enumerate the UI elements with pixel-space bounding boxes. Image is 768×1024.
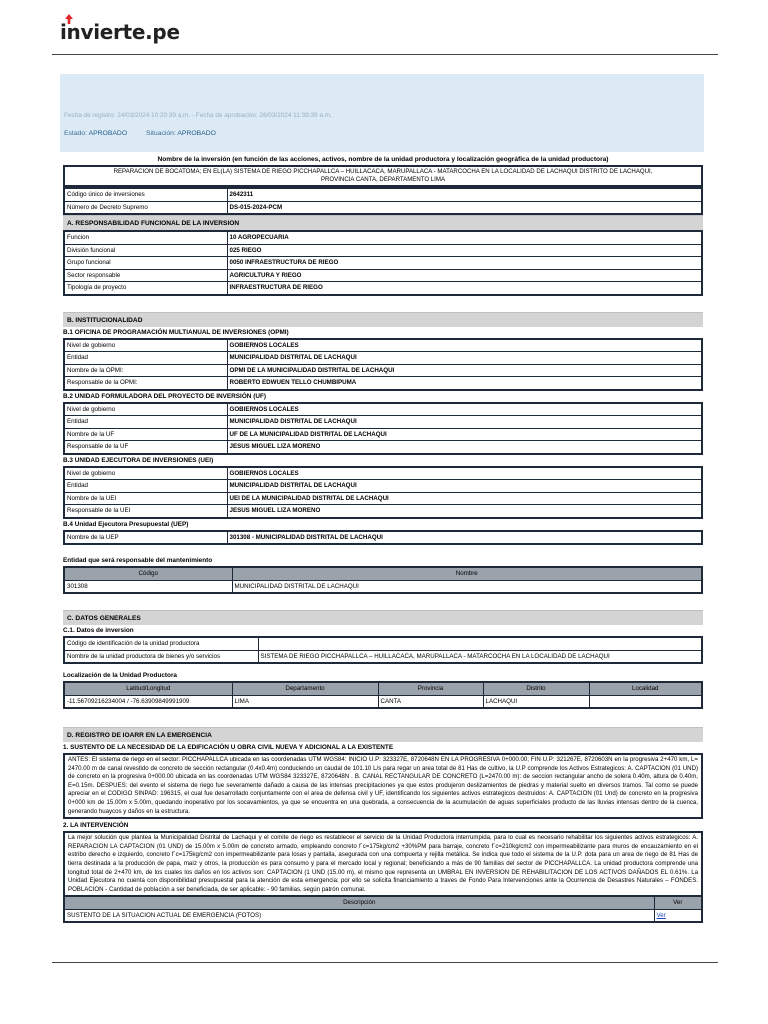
row-value: ROBERTO EDWUEN TELLO CHUMBIPUMA <box>227 377 702 390</box>
column-header: Código <box>64 567 232 580</box>
row-label: Código único de inversiones <box>64 188 227 201</box>
table-header-row <box>64 896 702 909</box>
row-label: Código de identificación de la unidad productora <box>64 637 258 650</box>
section-a-table <box>63 230 703 296</box>
status-line <box>64 130 216 137</box>
row-label: Funcion <box>64 231 227 244</box>
column-header: Localidad <box>589 682 702 695</box>
table-row <box>64 244 702 257</box>
row-label: Nombre de la OPMI: <box>64 364 227 377</box>
table-row <box>64 909 702 922</box>
column-header: Ver <box>654 896 702 909</box>
estado-label: Estado: <box>64 130 88 137</box>
column-header: Nombre <box>232 567 702 580</box>
b4-title: B.4 Unidad Ejecutora Presupuestal (UEP) <box>63 520 189 528</box>
row-value: 025 RIEGO <box>227 244 702 257</box>
row-value: 2642311 <box>227 188 702 201</box>
row-label: Responsable de la UF <box>64 441 227 454</box>
row-value: 0050 INFRAESTRUCTURA DE RIEGO <box>227 257 702 270</box>
district-value: LACHAQUI <box>483 695 589 708</box>
b2-title: B.2 UNIDAD FORMULADORA DEL PROYECTO DE INVERSIÓN (UF) <box>63 392 266 400</box>
row-value: UF DE LA MUNICIPALIDAD DISTRITAL DE LACHAQUI <box>227 428 702 441</box>
table-row <box>64 416 702 429</box>
document-description: SUSTENTO DE LA SITUACION ACTUAL DE EMERGENCIA (FOTOS) <box>64 909 654 922</box>
row-value: OPMI DE LA MUNICIPALIDAD DISTRITAL DE LACHAQUI <box>227 364 702 377</box>
maintenance-name: MUNICIPALIDAD DISTRITAL DE LACHAQUI <box>232 580 702 593</box>
row-value: SISTEMA DE RIEGO PICCHAPALLCA – HUILLACACA, MARUPALLACA - MATARCOCHA EN LA LOCALIDAD DE LACHAQUI <box>258 650 702 663</box>
row-value: UEI DE LA MUNICIPALIDAD DISTRITAL DE LACHAQUI <box>227 492 702 505</box>
opmi-table <box>63 338 703 391</box>
uep-table <box>63 530 703 546</box>
column-header: Distrito <box>483 682 589 695</box>
row-value: 301308 - MUNICIPALIDAD DISTRITAL DE LACHAQUI <box>227 531 702 545</box>
estado-value: APROBADO <box>88 130 128 137</box>
table-row <box>64 637 702 650</box>
section-b-title: B. INSTITUCIONALIDAD <box>63 312 703 327</box>
row-label: Grupo funcional <box>64 257 227 270</box>
c1-table <box>63 636 703 664</box>
table-row <box>64 695 702 708</box>
top-divider <box>52 54 718 55</box>
document-body <box>63 154 703 923</box>
table-row <box>64 282 702 295</box>
table-row <box>64 531 702 545</box>
b1-title: B.1 OFICINA DE PROGRAMACIÓN MULTIANUAL DE INVERSIONES (OPMI) <box>63 328 289 336</box>
row-label: Nivel de gobierno <box>64 403 227 416</box>
table-row <box>64 650 702 663</box>
maintenance-title: Entidad que será responsable del mantenimiento <box>63 557 213 564</box>
row-label: Nombre de la UEI <box>64 492 227 505</box>
row-value: AGRICULTURA Y RIEGO <box>227 269 702 282</box>
row-label: Nombre de la UEP <box>64 531 227 545</box>
row-label: Número de Decreto Supremo <box>64 201 227 214</box>
b3-title: B.3 UNIDAD EJECUTORA DE INVERSIONES (UEI) <box>63 456 214 464</box>
situacion-label: Situación: <box>146 130 176 137</box>
bottom-divider <box>52 962 718 963</box>
column-header: Departamento <box>232 682 378 695</box>
latlon-value: -11.56709216234004 / -76.63909849991909 <box>64 695 232 708</box>
row-value: JESUS MIGUEL LIZA MORENO <box>227 505 702 518</box>
c1-title: C.1. Datos de inversion <box>63 627 134 634</box>
row-label: Entidad <box>64 352 227 365</box>
row-value: JESUS MIGUEL LIZA MORENO <box>227 441 702 454</box>
location-table <box>63 681 703 709</box>
table-row <box>64 231 702 244</box>
row-label: Entidad <box>64 416 227 429</box>
d2-title: 2. LA INTERVENCIÓN <box>63 822 129 830</box>
section-c-title: C. DATOS GENERALES <box>63 610 703 625</box>
row-value: MUNICIPALIDAD DISTRITAL DE LACHAQUI <box>227 352 702 365</box>
documents-table <box>63 895 703 923</box>
table-row <box>64 428 702 441</box>
row-value: MUNICIPALIDAD DISTRITAL DE LACHAQUI <box>227 416 702 429</box>
row-label: Sector responsable <box>64 269 227 282</box>
table-row <box>64 269 702 282</box>
investment-table <box>63 187 703 215</box>
row-value <box>258 637 702 650</box>
row-value: GOBIERNOS LOCALES <box>227 403 702 416</box>
table-row <box>64 188 702 201</box>
investment-name: REPARACION DE BOCATOMA; EN EL(LA) SISTEMA DE RIEGO PICCHAPALLCA – HUILLACACA, MARUPALLACA - MATARCOCHA EN LA LOCALIDAD DE LACHAQUI DISTRITO DE LACHAQUI, PROVINCIA CANTA, DEPARTAMENTO LIMA <box>63 165 703 187</box>
uf-table <box>63 402 703 455</box>
locality-value <box>589 695 702 708</box>
registration-dates: Fecha de registro: 24/03/2024 10:20:39 a.m. - Fecha de aprobación: 26/03/2024 11:39:39 a.m. <box>64 112 332 119</box>
section-a-title: A. RESPONSABILIDAD FUNCIONAL DE LA INVERSION <box>63 215 703 230</box>
status-header <box>60 74 704 152</box>
table-row <box>64 467 702 480</box>
table-row <box>64 492 702 505</box>
d1-title: 1. SUSTENTO DE LA NECESIDAD DE LA EDIFICACIÓN U OBRA CIVIL NUEVA Y ADICIONAL A LA EXISTENTE <box>63 744 394 751</box>
row-label: Responsable de la UEI <box>64 505 227 518</box>
column-header: Provincia <box>378 682 483 695</box>
row-label: Nivel de gobierno <box>64 339 227 352</box>
province-value: CANTA <box>378 695 483 708</box>
row-label: Nombre de la UF <box>64 428 227 441</box>
table-header-row <box>64 682 702 695</box>
maintenance-table <box>63 566 703 594</box>
row-value: GOBIERNOS LOCALES <box>227 467 702 480</box>
row-value: INFRAESTRUCTURA DE RIEGO <box>227 282 702 295</box>
maintenance-code: 301308 <box>64 580 232 593</box>
row-value: GOBIERNOS LOCALES <box>227 339 702 352</box>
uei-table <box>63 466 703 519</box>
investment-name-label: Nombre de la inversión (en función de las acciones, activos, nombre de la unidad productora y localización geográfica de la unidad productora) <box>157 156 609 163</box>
row-value: DS-015-2024-PCM <box>227 201 702 214</box>
d1-text: ANTES: El sistema de riego en el sector: PICCHAPALLCA ubicada en las coordenadas UTM WGS84: INICIO U.P: 323327E, 8720648N EN LA PROGRESIVA 0+000.00; FIN U.P: 321267E, 8720603N en la progresiva 2+470 km, L= 2470.00 m de canal revestido de concreto de sección rectangular (0.4x0.4m) conduciendo un caudal de 101.10 L/s para regar un area total de 81 Has de cultivo, la U.P comprende los Activos Estrategicos: A. CAPTACION (01 UND) de concreto en la progresiva 0+000.00 ubicada en las coordenadas UTM WGS84 323327E, 8720648N . B. CANAL RECTANGULAR DE CONCRETO (L=2470.00 m): de seccion rectangular ancho de solera 0.40m, altura de 0.40m, E=0.15m. DESPUES: del evento el sistema de riego fue severamente dañado a causa de las intensas precipitaciones ya que estos produjeron deslizamientos de piedras y material suelto en diversos tramos. Tal como se puede apreciar en el CODIGO SINPAD: 196315, el cual fue desarrollado conjuntamente con el area de defensa civil y UF, identificando los siguientes activos estrategicos destruidos: A. CAPTACION (01 Und) de concreto en la progresiva 0+000 km de 15.00m x 5.00m, quedando inoperativo por los socavamientos, ya que se encuentra en una quebrada, a consecuencia de la acumulación de aguas superficiales producto de las lluvias intensas dentro de la cuenca, generando huaycos y daños en la estructura. <box>63 753 703 819</box>
table-row <box>64 505 702 518</box>
column-header: Latitud/Longitud <box>64 682 232 695</box>
table-row <box>64 352 702 365</box>
logo-text: invierte.pe <box>60 20 180 44</box>
table-row <box>64 580 702 593</box>
location-title: Localización de la Unidad Productora <box>63 672 177 679</box>
row-label: Responsable de la OPMI: <box>64 377 227 390</box>
section-d-title: D. REGISTRO DE IOARR EN LA EMERGENCIA <box>63 727 703 742</box>
department-value: LIMA <box>232 695 378 708</box>
table-header-row <box>64 567 702 580</box>
column-header: Descripción <box>64 896 654 909</box>
table-row <box>64 257 702 270</box>
view-document-link[interactable]: Ver <box>656 911 666 919</box>
row-label: Entidad <box>64 480 227 493</box>
table-row <box>64 377 702 390</box>
row-value: 10 AGROPECUARIA <box>227 231 702 244</box>
situacion-value: APROBADO <box>177 130 216 137</box>
row-label: División funcional <box>64 244 227 257</box>
row-label: Nombre de la unidad productora de bienes y/o servicios <box>64 650 258 663</box>
table-row <box>64 201 702 214</box>
table-row <box>64 441 702 454</box>
table-row <box>64 480 702 493</box>
row-label: Nivel de gobierno <box>64 467 227 480</box>
table-row <box>64 364 702 377</box>
table-row <box>64 403 702 416</box>
row-label: Tipología de proyecto <box>64 282 227 295</box>
d2-text: La mejor solución que plantea la Municipalidad Distrital de Lachaqui y el comite de riego es restablecer el servicio de la Unidad Productora interrumpida, para lo cual es necesario rehabilitar los siguientes activos estrategicos: A. REPARACION LA CAPTACION (01 UND) de 15.00m x 5.00m de concreto armado, empleando concreto f´c=175kg/cm2 +30%PM para barraje, concreto f´c=210kg/cm2 con impermeabilizante para muros de encauzamiento en el estribo derecho e izquierdo, concreto f´c=175kg/cm2 con impermeabilizante para losas y pantalla, asegurada con una compuerta y rejilla metálica. Se indica que todo el sistema de la U.P. dota para un area de riego de 81 Has de tierra destinada a la producción de papa, maíz y otros, la producción es para consumo y para el mercado local y regional; beneficiando a más de 90 familias del sector de PICCHAPALLCA. La unidad productora comprende una longitud total de 2+470 km, de los cuales los daños en los activos son: CAPTACION (1 UND (15.00 m), el mismo que representa un UMBRAL EN INVERSION DE REHABILITACION DE LOS ACTIVOS DAÑADOS EL 0.61%. La Unidad Ejecutora no cuenta con disponibilidad presupuestal para la atención de esta emergencia; por ello se solicita financiamiento a traves de Fondo Para Intervenciones ante la Ocurrencia de Desastres Naturales – FONDES. POBLACION - Cantidad de población a ser beneficiada, de ser aplicable: - 90 familias, según patrón comunal. <box>63 831 703 895</box>
row-value: MUNICIPALIDAD DISTRITAL DE LACHAQUI <box>227 480 702 493</box>
table-row <box>64 339 702 352</box>
